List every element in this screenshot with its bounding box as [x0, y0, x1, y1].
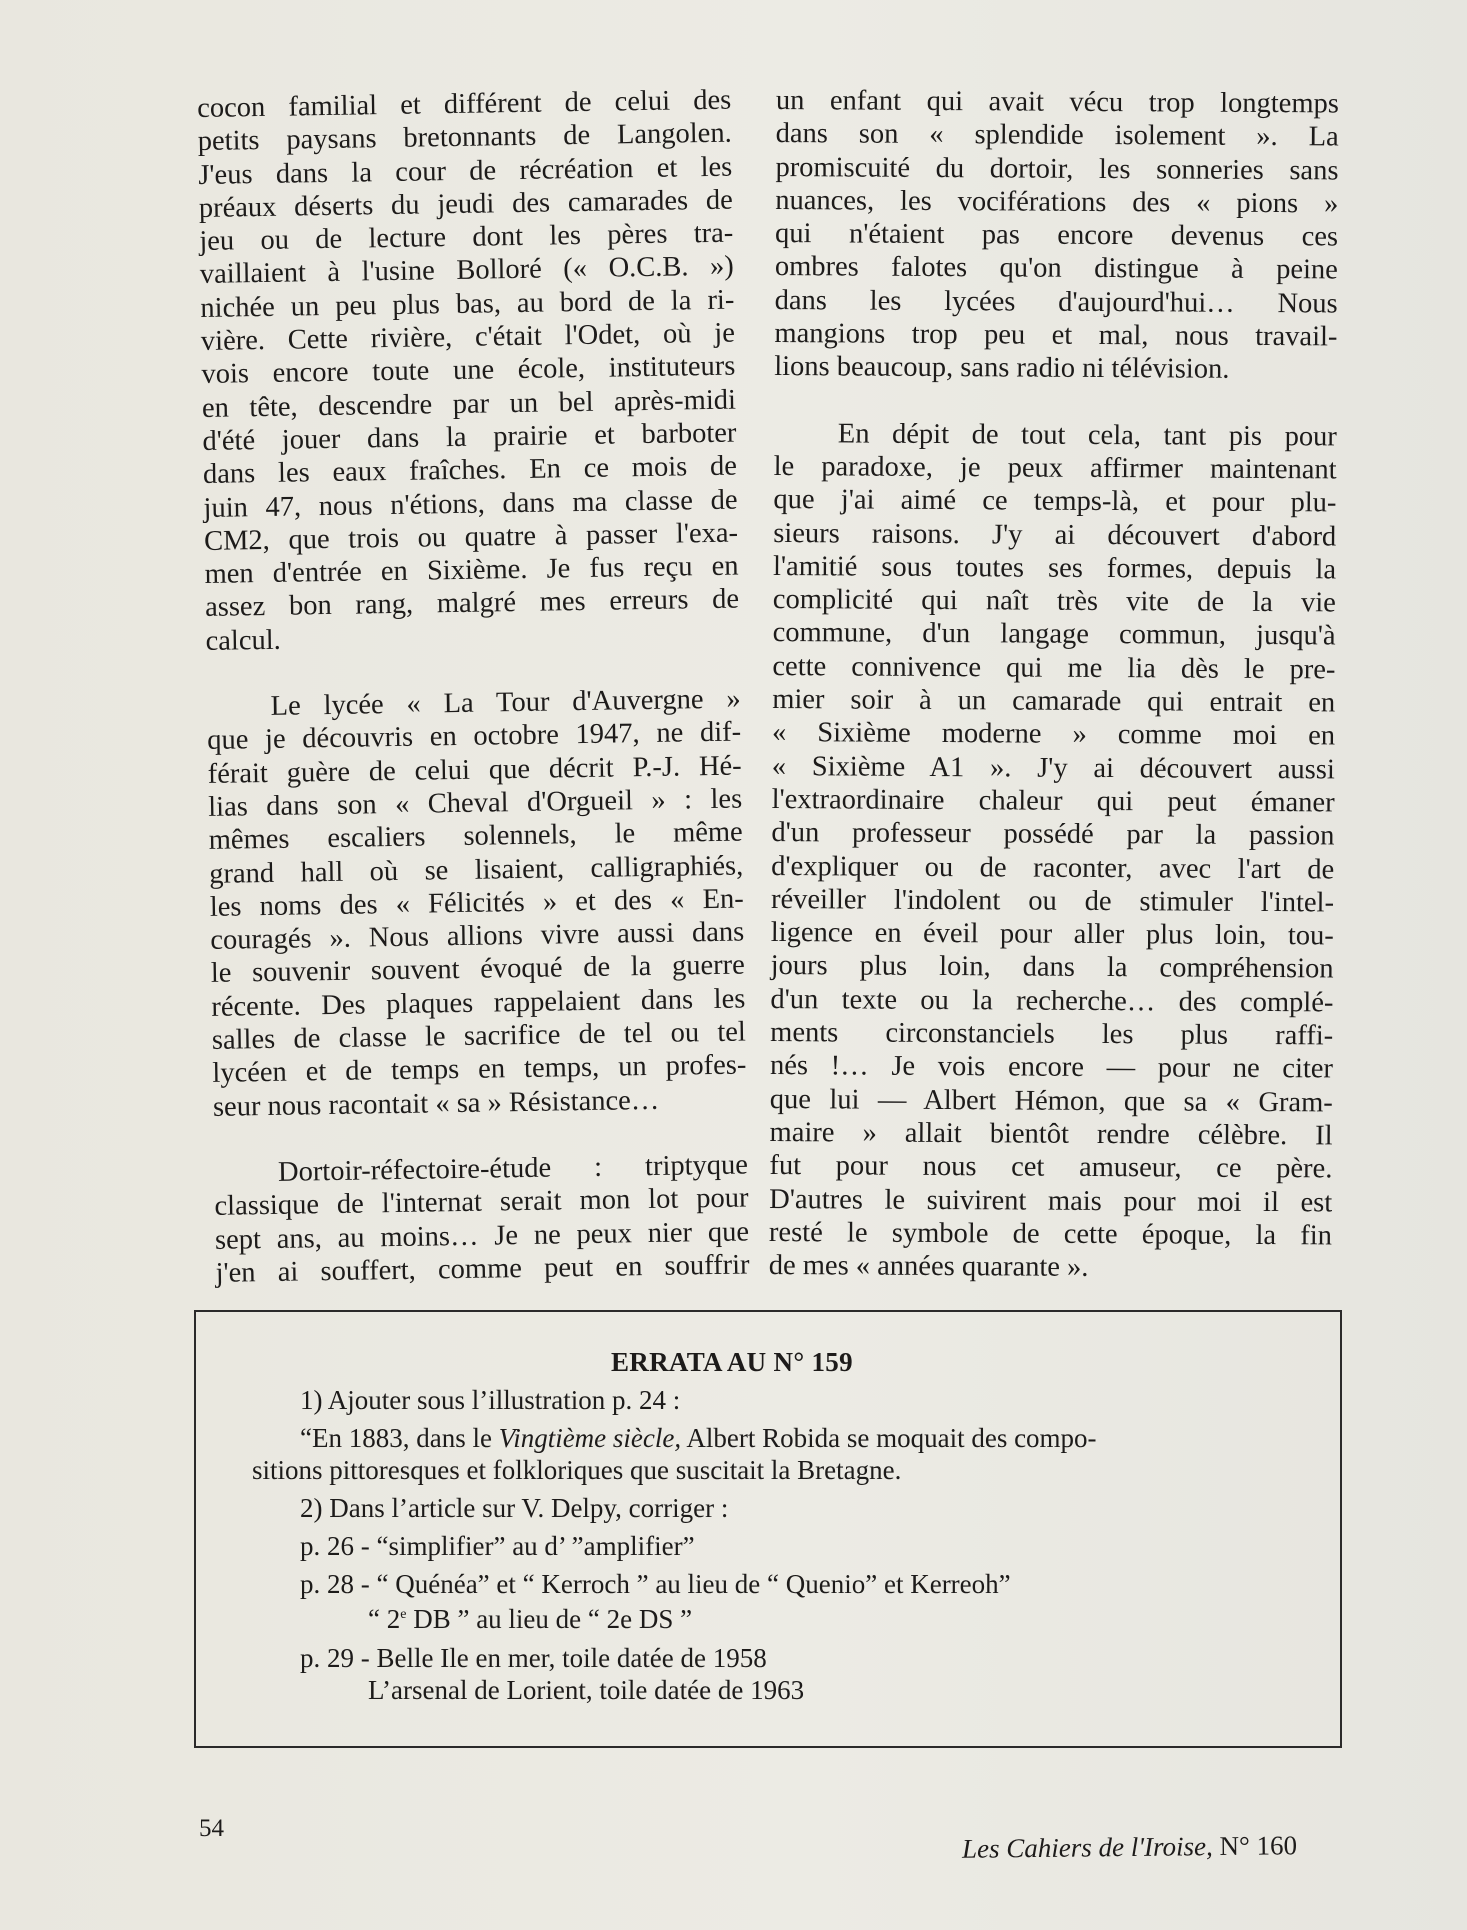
text-line: vois encore toute une école, instituteurs	[201, 350, 736, 391]
left-text-column	[197, 84, 750, 1290]
text-line: récente. Des plaques rappelaient dans les	[211, 983, 746, 1023]
text-line: dans les eaux fraîches. En ce mois de	[202, 450, 738, 491]
correction-row	[300, 1642, 767, 1675]
text-line: d'un texte ou la recherche… des complé-	[770, 983, 1334, 1019]
text-line: jeu ou de lecture dont les pères tra-	[199, 217, 734, 258]
text-line: que j'ai aimé ce temps-là, et pour plu-	[773, 484, 1337, 519]
correction-page: p. 28 -	[300, 1569, 370, 1599]
errata-title: ERRATA AU N° 159	[611, 1347, 853, 1377]
correction-row	[368, 1598, 692, 1636]
correction-page: p. 29 -	[300, 1643, 370, 1673]
text-line: lions beaucoup, sans radio ni télévision.	[774, 351, 1230, 386]
text-line: juin 47, nous n'étions, dans ma classe de	[203, 484, 738, 524]
text-line: seur nous racontait « sa » Résistance…	[212, 1084, 660, 1123]
correction-text: “ 2	[368, 1604, 401, 1634]
errata-item-1-quote	[300, 1422, 1097, 1455]
paragraph-gap	[774, 384, 1337, 420]
text-line: mêmes escaliers solennels, le même	[208, 816, 743, 857]
text-line: grand hall où se lisaient, calligraphiés,	[209, 850, 744, 890]
errata-item-1-heading: 1) Ajouter sous l’illustration p. 24 :	[300, 1385, 681, 1415]
journal-footer	[962, 1830, 1297, 1865]
text-line: calcul.	[205, 624, 282, 657]
text-line: réveiller l'indolent ou de stimuler l'intel-	[770, 883, 1335, 919]
text-line: en tête, descendre par un bel après-midi	[201, 384, 737, 424]
text-line: sept ans, au moins… Je ne peux nier que	[214, 1215, 750, 1256]
journal-issue: N° 160	[1219, 1830, 1298, 1862]
text-line: Dortoir-réfectoire-étude : triptyque	[277, 1149, 749, 1188]
text-line: commune, d'un langage commun, jusqu'à	[772, 617, 1336, 652]
text-line: ligence en éveil pour aller plus loin, tou-	[770, 917, 1334, 952]
text-line: les noms des « Félicités » et des « En-	[209, 883, 744, 923]
text-line: que je découvris en octobre 1947, ne dif-	[206, 716, 742, 757]
text-line: ments circonstanciels les plus raffi-	[770, 1016, 1334, 1052]
errata-box	[194, 1310, 1342, 1748]
text-line: l'amitié sous toutes ses formes, depuis la	[772, 550, 1337, 586]
text-line: cocon familial et différent de celui des	[197, 84, 732, 124]
text-line: classique de l'internat serait mon lot pour	[214, 1182, 749, 1223]
text-line: « Sixième moderne » comme moi en	[771, 717, 1336, 752]
text-line: d'expliquer ou de raconter, avec l'art de	[771, 850, 1335, 885]
text-line: férait guère de celui que décrit P.-J. Hé-	[207, 750, 742, 790]
text-line: d'un professeur possédé par la passion	[771, 817, 1335, 852]
text-line: sieurs raisons. J'y ai découvert d'abord	[773, 517, 1337, 552]
text-line: fut pour nous cet amuseur, ce père.	[769, 1150, 1333, 1185]
text-line: lycéen et de temps en temps, un profes-	[212, 1049, 747, 1090]
text-line: « Sixième A1 ». J'y ai découvert aussi	[771, 750, 1335, 786]
text-line: qui n'étaient pas encore devenus ces	[774, 218, 1339, 253]
quote-text: “En 1883, dans le	[300, 1423, 499, 1453]
text-line: dans son « splendide isolement ». La	[775, 118, 1339, 153]
page-number: 54	[199, 1815, 224, 1842]
text-line: le souvenir souvent évoqué de la guerre	[210, 949, 746, 990]
text-line: d'été jouer dans la prairie et barboter	[202, 417, 737, 457]
correction-row	[300, 1530, 695, 1563]
text-line: j'en ai souffert, comme peut en souffrir	[215, 1249, 750, 1289]
text-line: promiscuité du dortoir, les sonneries sans	[775, 151, 1339, 187]
text-line: vière. Cette rivière, c'était l'Odet, où je	[200, 317, 736, 358]
text-line: le paradoxe, je peux affirmer maintenant	[773, 450, 1337, 486]
text-line: Le lycée « La Tour d'Auvergne »	[270, 683, 741, 722]
correction-row	[300, 1568, 1011, 1601]
journal-title: Les Cahiers de l'Iroise,	[961, 1831, 1213, 1864]
errata-item-1-quote-cont: sitions pittoresques et folkloriques que suscitait la Bretagne.	[252, 1455, 902, 1485]
text-line: mangions trop peu et mal, nous travail-	[774, 318, 1338, 353]
correction-page: p. 26 -	[300, 1531, 370, 1561]
text-line: cette connivence qui me lia dès le pre-	[772, 650, 1336, 686]
text-line: assez bon rang, malgré mes erreurs de	[204, 584, 740, 624]
text-line: nuances, les vociférations des « pions »	[775, 184, 1339, 220]
correction-text: DB ” au lieu de “ 2e DS ”	[406, 1604, 693, 1634]
text-line: dans les lycées d'aujourd'hui… Nous	[774, 284, 1338, 320]
text-line: nés !… Je vois encore — pour ne citer	[769, 1050, 1334, 1085]
text-line: complicité qui naît très vite de la vie	[772, 584, 1336, 619]
correction-text: “simplifier” au d’ ”amplifier”	[376, 1531, 695, 1561]
text-line: ombres falotes qu'on distingue à peine	[774, 251, 1338, 286]
errata-item-2-heading: 2) Dans l’article sur V. Delpy, corriger :	[300, 1493, 729, 1523]
text-line: D'autres le suivirent mais pour moi il est	[769, 1183, 1333, 1218]
correction-text: L’arsenal de Lorient, toile datée de 1963	[368, 1675, 805, 1705]
correction-text: “ Quénéa” et “ Kerroch ” au lieu de “ Quenio” et Kerreoh”	[376, 1569, 1011, 1599]
text-line: couragés ». Nous allions vivre aussi dans	[210, 916, 745, 957]
correction-row	[368, 1674, 804, 1707]
text-line: lias dans son « Cheval d'Orgueil » : les	[207, 783, 743, 823]
text-line: J'eus dans la cour de récréation et les	[198, 151, 733, 191]
text-line: jours plus loin, dans la compréhension	[770, 950, 1334, 985]
text-line: que lui — Albert Hémon, que sa « Gram-	[769, 1083, 1333, 1119]
right-text-column	[769, 84, 1339, 1286]
text-line: l'extraordinaire chaleur qui peut émaner	[771, 783, 1335, 819]
text-line: men d'entrée en Sixième. Je fus reçu en	[204, 550, 739, 591]
text-line: vaillaient à l'usine Bolloré (« O.C.B. »)	[199, 251, 735, 291]
text-line: de mes « années quarante ».	[768, 1250, 1089, 1284]
text-line: CM2, que trois ou quatre à passer l'exa-	[203, 517, 739, 557]
quote-italic-title: Vingtième siècle,	[498, 1423, 682, 1453]
text-line: En dépit de tout cela, tant pis pour	[837, 418, 1337, 453]
quote-text: Albert Robida se moquait des compo-	[681, 1423, 1097, 1453]
correction-text: Belle Ile en mer, toile datée de 1958	[376, 1643, 767, 1673]
text-line: maire » allait bientôt rendre célèbre. Il	[769, 1116, 1333, 1152]
text-line: un enfant qui avait vécu trop longtemps	[775, 84, 1339, 120]
text-line: resté le symbole de cette époque, la fin	[768, 1216, 1333, 1252]
text-line: petits paysans bretonnants de Langolen.	[197, 117, 732, 158]
text-line: préaux déserts du jeudi des camarades de	[198, 184, 734, 224]
text-line: salles de classe le sacrifice de tel ou tel	[211, 1016, 747, 1056]
text-line: nichée un peu plus bas, au bord de la ri-	[200, 284, 735, 324]
superscript: e	[400, 1607, 407, 1622]
text-line: mier soir à un camarade qui entrait en	[772, 684, 1336, 719]
